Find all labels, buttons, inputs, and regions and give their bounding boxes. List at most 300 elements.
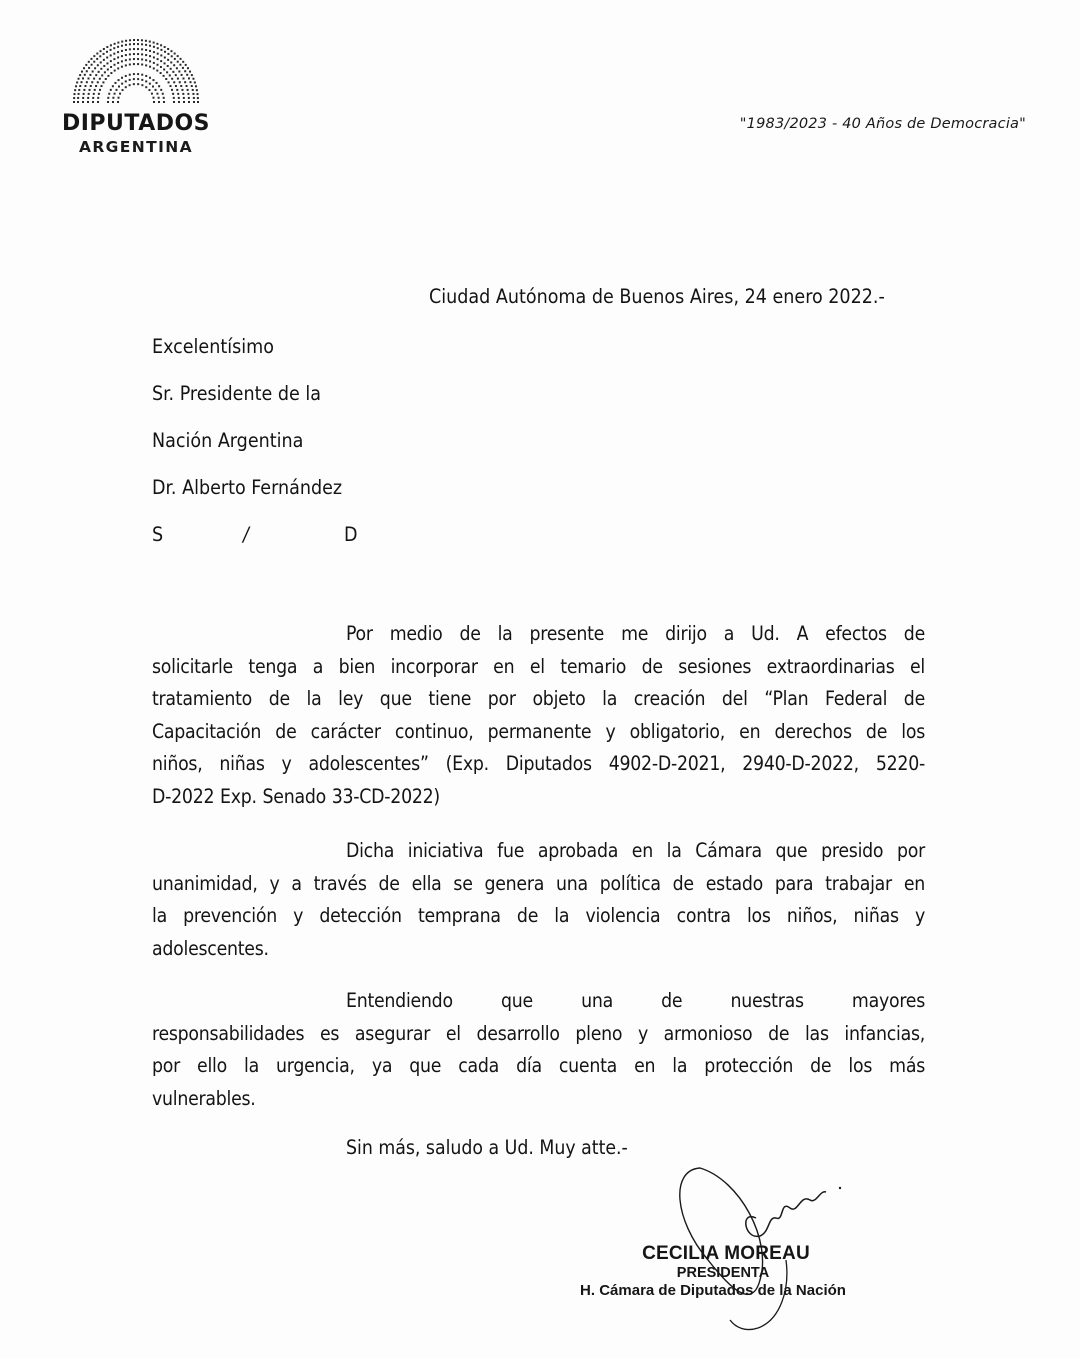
seat-dot <box>107 75 109 77</box>
seat-dot <box>178 71 180 73</box>
seat-dot <box>110 89 112 91</box>
seat-dot <box>177 55 179 57</box>
seat-dot <box>133 58 135 60</box>
seat-dot <box>89 74 91 76</box>
seat-dot <box>137 78 139 80</box>
seat-dot <box>184 81 186 83</box>
seat-dot <box>114 82 116 84</box>
seat-dot <box>177 93 179 95</box>
seat-dot <box>106 57 108 59</box>
seat-dot <box>145 80 147 82</box>
diputados-logo <box>56 38 216 158</box>
seat-dot <box>156 70 158 72</box>
seat-dot <box>153 101 155 103</box>
seat-dot <box>165 78 167 80</box>
seat-dot <box>93 55 95 57</box>
seat-dot <box>137 48 139 50</box>
seat-dot <box>170 50 172 52</box>
seat-dot <box>99 55 101 57</box>
seat-dot <box>171 55 173 57</box>
seat-dot <box>196 93 198 95</box>
seat-dot <box>185 64 187 66</box>
seat-dot <box>110 44 112 46</box>
seat-dot <box>183 97 185 99</box>
paragraph-line: Por medio de la presente me dirijo a Ud. A efectos de <box>346 622 925 645</box>
seat-dot <box>164 62 166 64</box>
seat-dot <box>141 79 143 81</box>
seat-dot <box>133 73 135 75</box>
seat-dot <box>92 101 94 103</box>
seat-dot <box>86 70 88 72</box>
paragraph-line: vulnerables. <box>152 1086 256 1110</box>
seat-dot <box>110 72 112 74</box>
seat-dot <box>160 49 162 51</box>
seat-dot <box>158 101 160 103</box>
seat-dot <box>110 54 112 56</box>
seat-dot <box>149 41 151 43</box>
seat-dot <box>129 64 131 66</box>
seat-dot <box>103 53 105 55</box>
seat-dot <box>129 43 131 45</box>
seat-dot <box>145 44 147 46</box>
seat-dot <box>177 61 179 63</box>
seat-dot <box>137 39 139 41</box>
seat-dot <box>160 89 162 91</box>
seat-dot <box>79 74 81 76</box>
seat-dot <box>117 56 119 58</box>
seat-dot <box>145 40 147 42</box>
seat-dot <box>164 46 166 48</box>
seat-dot <box>174 58 176 60</box>
seat-dot <box>133 39 135 41</box>
seat-dot <box>153 42 155 44</box>
seat-dot <box>74 93 76 95</box>
seat-dot <box>175 74 177 76</box>
seat-dot <box>141 43 143 45</box>
seat-dot <box>119 93 121 95</box>
seat-dot <box>145 64 147 66</box>
seat-dot <box>153 51 155 53</box>
seat-dot <box>141 74 143 76</box>
seat-dot <box>148 89 150 91</box>
paragraph-line: responsabilidades es asegurar el desarrollo pleno y armonioso de las infancias, <box>152 1021 925 1045</box>
seat-dot <box>104 71 106 73</box>
seat-dot <box>163 69 165 71</box>
seat-dot <box>195 85 197 87</box>
seat-dot <box>110 49 112 51</box>
seat-dot <box>149 50 151 52</box>
seat-dot <box>82 97 84 99</box>
seat-dot <box>174 53 176 55</box>
s-slash-d <box>152 521 412 568</box>
seat-dot <box>175 85 177 87</box>
seat-dot <box>125 75 127 77</box>
seat-dot <box>182 61 184 63</box>
seat-dot <box>117 67 119 69</box>
seat-dot <box>164 51 166 53</box>
seat-dot <box>93 93 95 95</box>
seat-dot <box>78 89 80 91</box>
seat-dot <box>125 49 127 51</box>
seat-dot <box>129 48 131 50</box>
seat-dot <box>190 81 192 83</box>
seat-dot <box>114 70 116 72</box>
paragraph-line: Entendiendo que una de nuestras mayores <box>346 989 925 1012</box>
seat-dot <box>176 89 178 91</box>
seat-dot <box>121 83 123 85</box>
seat-dot <box>156 93 158 95</box>
paragraph-line: niños, niñas y adolescentes” (Exp. Diputados 4902-D-2021, 2940-D-2022, 5220- <box>152 752 925 776</box>
seat-dot <box>192 89 194 91</box>
seat-dot <box>173 81 175 83</box>
seat-dot <box>149 66 151 68</box>
seat-dot <box>162 93 164 95</box>
addressee-block <box>152 333 412 568</box>
seat-dot <box>189 71 191 73</box>
seat-dot <box>172 71 174 73</box>
signatory-chamber: H. Cámara de Diputados de la Nación <box>580 1282 846 1299</box>
seat-dot <box>129 84 131 86</box>
seat-dot <box>137 43 139 45</box>
seat-dot <box>96 58 98 60</box>
seat-dot <box>145 59 147 61</box>
seat-dot <box>170 68 172 70</box>
seat-dot <box>170 61 172 63</box>
seat-dot <box>141 39 143 41</box>
logo-title: DIPUTADOS <box>61 111 211 136</box>
seat-dot <box>100 68 102 70</box>
paragraph-line: adolescentes. <box>152 936 269 960</box>
seat-dot <box>112 101 114 103</box>
seat-dot <box>152 79 154 81</box>
paragraph-line: solicitarle tenga a bien incorporar en el temario de sesiones extraordinarias el <box>152 654 925 678</box>
seat-dot <box>118 86 120 88</box>
seat-dot <box>129 79 131 81</box>
seat-dot <box>141 53 143 55</box>
seat-dot <box>92 71 94 73</box>
seat-dot <box>101 74 103 76</box>
seat-dot <box>125 64 127 66</box>
seat-dot <box>78 78 80 80</box>
seat-dot <box>118 97 120 99</box>
paragraph-line: Dicha iniciativa fue aprobada en la Cámara que presido por <box>346 839 925 862</box>
addressee-line: Excelentísimo <box>152 335 274 358</box>
seat-dot <box>192 93 194 95</box>
seat-dot <box>187 93 189 95</box>
seat-dot <box>82 101 84 103</box>
paragraph-line: Capacitación de carácter continuo, permanente y obligatorio, en derechos de los <box>152 719 925 743</box>
seat-dot <box>125 54 127 56</box>
seat-dot <box>101 85 103 87</box>
dateline: Ciudad Autónoma de Buenos Aires, 24 enero 2022.- <box>429 285 885 308</box>
seat-dot <box>160 72 162 74</box>
seat-dot <box>75 85 77 87</box>
seat-dot <box>182 93 184 95</box>
seat-dot <box>188 77 190 79</box>
seat-dot <box>145 86 147 88</box>
signatory-name: CECILIA MOREAU <box>642 1243 810 1264</box>
seat-dot <box>149 45 151 47</box>
seat-dot <box>187 67 189 69</box>
seat-dot <box>83 93 85 95</box>
seat-dot <box>151 93 153 95</box>
seat-dot <box>133 78 135 80</box>
seat-dot <box>145 54 147 56</box>
closing: Sin más, saludo a Ud. Muy atte.- <box>346 1136 628 1159</box>
seat-dot <box>186 74 188 76</box>
seat-dot <box>110 66 112 68</box>
seat-dot <box>133 43 135 45</box>
seat-dot <box>163 97 165 99</box>
seat-dot <box>166 71 168 73</box>
seat-dot <box>137 73 139 75</box>
seat-dot <box>173 101 175 103</box>
seat-dot <box>97 64 99 66</box>
seat-dot <box>125 86 127 88</box>
seat-dot <box>178 101 180 103</box>
seat-dot <box>106 46 108 48</box>
seat-dot <box>84 74 86 76</box>
addressee-line: Nación Argentina <box>152 429 304 452</box>
seat-dot <box>74 89 76 91</box>
seat-dot <box>97 97 99 99</box>
seat-dot <box>83 67 85 69</box>
seat-dot <box>77 101 79 103</box>
seat-dot <box>84 85 86 87</box>
seat-dot <box>77 97 79 99</box>
seat-dot <box>180 58 182 60</box>
seat-dot <box>158 97 160 99</box>
seat-dot <box>160 66 162 68</box>
seat-dot <box>107 97 109 99</box>
seat-dot <box>78 93 80 95</box>
seat-dot <box>169 85 171 87</box>
seat-dot <box>141 84 143 86</box>
seat-dot <box>160 54 162 56</box>
seat-dot <box>171 78 173 80</box>
seat-dot <box>133 83 135 85</box>
sd-d: D <box>344 523 358 546</box>
seat-dot <box>98 71 100 73</box>
seat-dot <box>90 58 92 60</box>
logo-subtitle: ARGENTINA <box>78 138 194 156</box>
seat-dot <box>117 101 119 103</box>
seat-dot <box>177 78 179 80</box>
sd-slash: / <box>243 523 249 546</box>
seat-dot <box>141 48 143 50</box>
paragraph-line: la prevención y detección temprana de la violencia contra los niños, niñas y <box>152 904 925 928</box>
signature-stamp <box>568 1243 858 1301</box>
seat-dot <box>184 70 186 72</box>
addressee-line: Sr. Presidente de la <box>152 382 321 405</box>
seat-dot <box>171 89 173 91</box>
seat-dot <box>85 64 87 66</box>
seat-dot <box>149 83 151 85</box>
seat-dot <box>93 78 95 80</box>
motto: "1983/2023 - 40 Años de Democracia" <box>739 116 1026 132</box>
seat-dot <box>133 53 135 55</box>
seat-dot <box>114 64 116 66</box>
seat-dot <box>83 89 85 91</box>
seat-dot <box>153 56 155 58</box>
seat-dot <box>93 61 95 63</box>
seat-dot <box>95 85 97 87</box>
seat-dot <box>163 101 165 103</box>
seat-dot <box>141 64 143 66</box>
seat-dot <box>149 55 151 57</box>
seat-dot <box>97 101 99 103</box>
seat-dot <box>102 81 104 83</box>
seat-dot <box>121 55 123 57</box>
seat-dot <box>117 62 119 64</box>
seat-dot <box>117 46 119 48</box>
seat-dot <box>88 67 90 69</box>
seat-dot <box>103 65 105 67</box>
seat-dot <box>191 74 193 76</box>
addressee-line: Dr. Alberto Fernández <box>152 476 343 499</box>
seat-dot <box>180 85 182 87</box>
seat-dot <box>193 97 195 99</box>
seat-dot <box>122 89 124 91</box>
seat-dot <box>106 51 108 53</box>
seat-dot <box>73 97 75 99</box>
seat-dot <box>87 97 89 99</box>
seat-dot <box>172 93 174 95</box>
seat-dot <box>106 62 108 64</box>
seat-dot <box>110 60 112 62</box>
seat-dot <box>137 63 139 65</box>
seat-dot <box>88 61 90 63</box>
seat-dot <box>113 53 115 55</box>
seat-dot <box>105 78 107 80</box>
seat-dot <box>96 53 98 55</box>
seat-dot <box>153 46 155 48</box>
seat-dot <box>107 69 109 71</box>
seat-dot <box>115 89 117 91</box>
seat-dot <box>149 60 151 62</box>
parliament-hemicycle-icon <box>71 38 201 104</box>
seat-dot <box>94 89 96 91</box>
seat-dot <box>118 79 120 81</box>
seat-dot <box>133 48 135 50</box>
seat-dot <box>95 74 97 76</box>
seat-dot <box>153 67 155 69</box>
seat-dot <box>181 74 183 76</box>
seat-dot <box>91 64 93 66</box>
seat-dot <box>179 64 181 66</box>
seat-dot <box>145 49 147 51</box>
seat-dot <box>194 81 196 83</box>
seat-dot <box>97 81 99 83</box>
seat-dot <box>99 89 101 91</box>
seat-dot <box>129 58 131 60</box>
seat-dot <box>114 43 116 45</box>
seat-dot <box>90 85 92 87</box>
seat-dot <box>121 77 123 79</box>
signatory-role: PRESIDENTA <box>676 1265 770 1281</box>
body-paragraph-3 <box>152 985 925 1115</box>
seat-dot <box>137 53 139 55</box>
seat-dot <box>152 86 154 88</box>
seat-dot <box>157 64 159 66</box>
seat-dot <box>167 59 169 61</box>
seat-dot <box>197 97 199 99</box>
seat-dot <box>91 81 93 83</box>
seat-dot <box>125 44 127 46</box>
seat-dot <box>129 74 131 76</box>
seat-dot <box>114 93 116 95</box>
seat-dot <box>188 97 190 99</box>
paragraph-line: unanimidad, y a través de ella se genera una política de estado para trabajar en <box>152 871 925 895</box>
seat-dot <box>167 65 169 67</box>
seat-dot <box>121 45 123 47</box>
seat-dot <box>164 57 166 59</box>
paragraph-line: tratamiento de la ley que tiene por objeto la creación del “Plan Federal de <box>152 687 925 711</box>
seat-dot <box>133 63 135 65</box>
seat-dot <box>181 89 183 91</box>
seat-dot <box>79 85 81 87</box>
seat-dot <box>125 40 127 42</box>
seat-dot <box>179 81 181 83</box>
seat-dot <box>121 41 123 43</box>
seat-dot <box>137 58 139 60</box>
seat-dot <box>178 97 180 99</box>
seat-dot <box>89 89 91 91</box>
seat-dot <box>183 101 185 103</box>
seat-dot <box>145 75 147 77</box>
seat-dot <box>98 93 100 95</box>
seat-dot <box>82 77 84 79</box>
seat-dot <box>76 81 78 83</box>
seat-dot <box>158 85 160 87</box>
seat-dot <box>156 43 158 45</box>
seat-dot <box>163 75 165 77</box>
seat-dot <box>155 89 157 91</box>
seat-dot <box>88 77 90 79</box>
seat-dot <box>73 101 75 103</box>
seat-dot <box>88 93 90 95</box>
seat-dot <box>117 42 119 44</box>
seat-dot <box>160 60 162 62</box>
seat-dot <box>183 77 185 79</box>
sd-s: S <box>152 523 164 546</box>
seat-dot <box>167 48 169 50</box>
seat-dot <box>149 77 151 79</box>
seat-dot <box>103 59 105 61</box>
seat-dot <box>117 51 119 53</box>
seat-dot <box>121 66 123 68</box>
seat-dot <box>168 81 170 83</box>
seat-dot <box>92 97 94 99</box>
seat-dot <box>125 80 127 82</box>
paragraph-line: por ello la urgencia, ya que cada día cuenta en la protección de los más <box>152 1054 925 1078</box>
seat-dot <box>182 67 184 69</box>
seat-dot <box>167 53 169 55</box>
seat-dot <box>157 58 159 60</box>
seat-dot <box>121 50 123 52</box>
seat-dot <box>193 101 195 103</box>
seat-dot <box>173 97 175 99</box>
seat-dot <box>173 64 175 66</box>
seat-dot <box>197 101 199 103</box>
seat-dot <box>152 97 154 99</box>
seat-dot <box>81 71 83 73</box>
seat-dot <box>113 58 115 60</box>
seat-dot <box>112 97 114 99</box>
seat-dot <box>186 85 188 87</box>
seat-dot <box>129 39 131 41</box>
seat-dot <box>137 83 139 85</box>
